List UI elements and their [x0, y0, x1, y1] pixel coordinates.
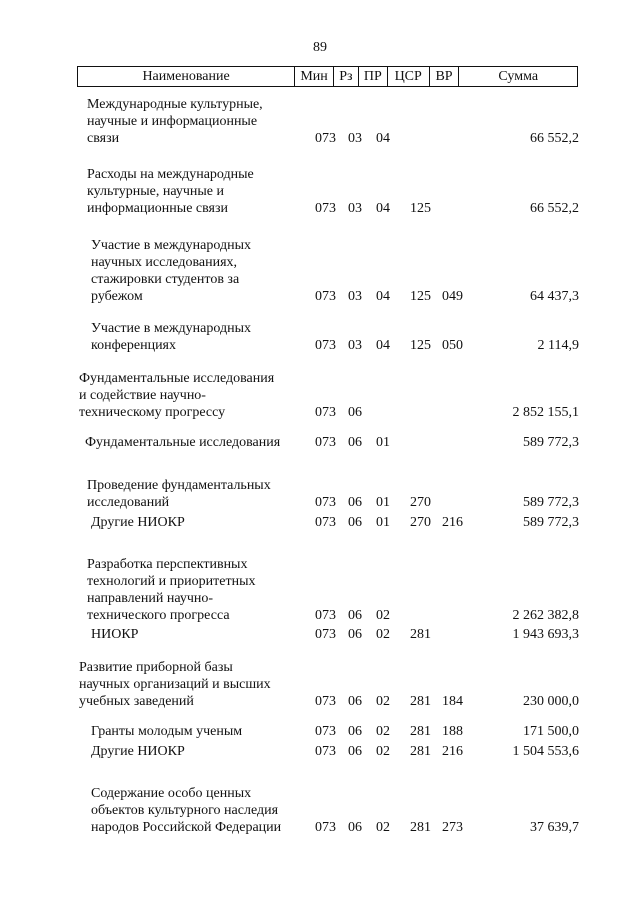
row-name-line: Развитие приборной базы	[79, 660, 233, 675]
cell-pr: 04	[376, 201, 390, 216]
cell-min: 073	[315, 405, 336, 420]
table-row	[0, 514, 640, 531]
table-row	[0, 659, 640, 710]
cell-pr: 01	[376, 435, 390, 450]
row-name-line: Участие в международных	[91, 238, 252, 253]
cell-sum: 589 772,3	[523, 435, 579, 450]
row-name-line: конференциях	[91, 338, 176, 353]
row-name-line: Гранты молодым ученым	[91, 724, 243, 739]
row-name	[87, 96, 309, 147]
row-name	[91, 743, 313, 760]
cell-min: 073	[315, 495, 336, 510]
cell-sum: 37 639,7	[530, 820, 579, 835]
cell-rz: 03	[348, 201, 362, 216]
header-min: Мин	[295, 67, 334, 86]
row-name	[79, 370, 301, 421]
cell-min: 073	[315, 744, 336, 759]
table-row	[0, 370, 640, 421]
cell-rz: 06	[348, 435, 362, 450]
cell-pr: 01	[376, 515, 390, 530]
row-name-line: научных исследованиях,	[91, 255, 238, 270]
cell-sum: 2 852 155,1	[512, 405, 579, 420]
cell-pr: 02	[376, 694, 390, 709]
cell-rz: 06	[348, 627, 362, 642]
row-name-line: Участие в международных	[91, 321, 252, 336]
row-name-line: культурные, научные и	[87, 184, 225, 199]
row-name-line: учебных заведений	[79, 694, 194, 709]
cell-min: 073	[315, 338, 336, 353]
cell-sum: 64 437,3	[530, 289, 579, 304]
cell-min: 073	[315, 627, 336, 642]
header-rz: Рз	[334, 67, 359, 86]
cell-pr: 04	[376, 289, 390, 304]
cell-sum: 171 500,0	[523, 724, 579, 739]
row-name-line: объектов культурного наследия	[91, 803, 279, 818]
cell-pr: 02	[376, 724, 390, 739]
cell-min: 073	[315, 724, 336, 739]
cell-csr: 125	[410, 338, 431, 353]
cell-sum: 66 552,2	[530, 131, 579, 146]
table-row	[0, 237, 640, 305]
header-vr: ВР	[430, 67, 460, 86]
table-header	[77, 66, 578, 87]
cell-csr: 281	[410, 627, 431, 642]
cell-sum: 589 772,3	[523, 495, 579, 510]
row-name-line: Международные культурные,	[87, 97, 263, 112]
cell-sum: 2 114,9	[537, 338, 579, 353]
cell-min: 073	[315, 515, 336, 530]
row-name-line: технического прогресса	[87, 608, 230, 623]
cell-csr: 270	[410, 515, 431, 530]
row-name-line: техническому прогрессу	[79, 405, 226, 420]
row-name-line: научных организаций и высших	[79, 677, 271, 692]
cell-min: 073	[315, 201, 336, 216]
cell-vr: 273	[442, 820, 463, 835]
cell-min: 073	[315, 820, 336, 835]
cell-sum: 589 772,3	[523, 515, 579, 530]
row-name	[91, 785, 313, 836]
table-row	[0, 166, 640, 217]
row-name-line: НИОКР	[91, 627, 139, 642]
cell-csr: 125	[410, 201, 431, 216]
cell-pr: 02	[376, 820, 390, 835]
row-name	[91, 237, 313, 305]
cell-vr: 188	[442, 724, 463, 739]
table-row	[0, 743, 640, 760]
cell-vr: 050	[442, 338, 463, 353]
cell-rz: 03	[348, 131, 362, 146]
cell-sum: 1 943 693,3	[512, 627, 579, 642]
row-name-line: информационные связи	[87, 201, 229, 216]
cell-pr: 01	[376, 495, 390, 510]
row-name-line: Расходы на международные	[87, 167, 254, 182]
cell-rz: 03	[348, 289, 362, 304]
row-name-line: Проведение фундаментальных	[87, 478, 271, 493]
cell-sum: 230 000,0	[523, 694, 579, 709]
cell-rz: 06	[348, 515, 362, 530]
table-row	[0, 96, 640, 147]
row-name-line: технологий и приоритетных	[87, 574, 256, 589]
cell-sum: 1 504 553,6	[512, 744, 579, 759]
cell-csr: 281	[410, 744, 431, 759]
cell-vr: 184	[442, 694, 463, 709]
cell-rz: 06	[348, 694, 362, 709]
cell-sum: 66 552,2	[530, 201, 579, 216]
cell-csr: 281	[410, 820, 431, 835]
cell-pr: 04	[376, 338, 390, 353]
table-row	[0, 723, 640, 740]
cell-rz: 06	[348, 744, 362, 759]
cell-pr: 02	[376, 608, 390, 623]
row-name-line: связи	[87, 131, 120, 146]
row-name-line: народов Российской Федерации	[91, 820, 282, 835]
cell-csr: 281	[410, 694, 431, 709]
table-row	[0, 785, 640, 836]
row-name-line: и содействие научно-	[79, 388, 206, 403]
row-name-line: рубежом	[91, 289, 143, 304]
row-name	[91, 514, 313, 531]
row-name	[79, 659, 301, 710]
row-name-line: стажировки студентов за	[91, 272, 240, 287]
row-name-line: Разработка перспективных	[87, 557, 248, 572]
cell-csr: 281	[410, 724, 431, 739]
table-row	[0, 320, 640, 354]
row-name-line: Другие НИОКР	[91, 515, 185, 530]
row-name-line: Содержание особо ценных	[91, 786, 252, 801]
row-name	[87, 477, 309, 511]
table-row	[0, 626, 640, 643]
cell-pr: 04	[376, 131, 390, 146]
row-name-line: Другие НИОКР	[91, 744, 185, 759]
cell-pr: 02	[376, 627, 390, 642]
table-row	[0, 556, 640, 624]
table-row	[0, 477, 640, 511]
row-name	[85, 434, 307, 451]
table-row	[0, 434, 640, 451]
cell-min: 073	[315, 694, 336, 709]
page-number: 89	[313, 40, 327, 55]
cell-sum: 2 262 382,8	[512, 608, 579, 623]
cell-rz: 06	[348, 820, 362, 835]
cell-min: 073	[315, 435, 336, 450]
header-name: Наименование	[78, 67, 295, 86]
cell-vr: 216	[442, 744, 463, 759]
cell-rz: 06	[348, 405, 362, 420]
header-csr: ЦСР	[388, 67, 430, 86]
row-name-line: Фундаментальные исследования	[85, 435, 281, 450]
cell-rz: 06	[348, 495, 362, 510]
row-name	[87, 556, 309, 624]
row-name	[87, 166, 309, 217]
cell-vr: 216	[442, 515, 463, 530]
cell-csr: 270	[410, 495, 431, 510]
row-name	[91, 320, 313, 354]
row-name	[91, 723, 313, 740]
cell-min: 073	[315, 289, 336, 304]
cell-pr: 02	[376, 744, 390, 759]
cell-csr: 125	[410, 289, 431, 304]
row-name-line: исследований	[87, 495, 170, 510]
row-name-line: Фундаментальные исследования	[79, 371, 275, 386]
header-pr: ПР	[359, 67, 388, 86]
cell-rz: 06	[348, 724, 362, 739]
row-name-line: научные и информационные	[87, 114, 258, 129]
row-name-line: направлений научно-	[87, 591, 214, 606]
cell-rz: 03	[348, 338, 362, 353]
cell-rz: 06	[348, 608, 362, 623]
cell-vr: 049	[442, 289, 463, 304]
cell-min: 073	[315, 131, 336, 146]
cell-min: 073	[315, 608, 336, 623]
row-name	[91, 626, 313, 643]
header-sum: Сумма	[498, 69, 539, 84]
